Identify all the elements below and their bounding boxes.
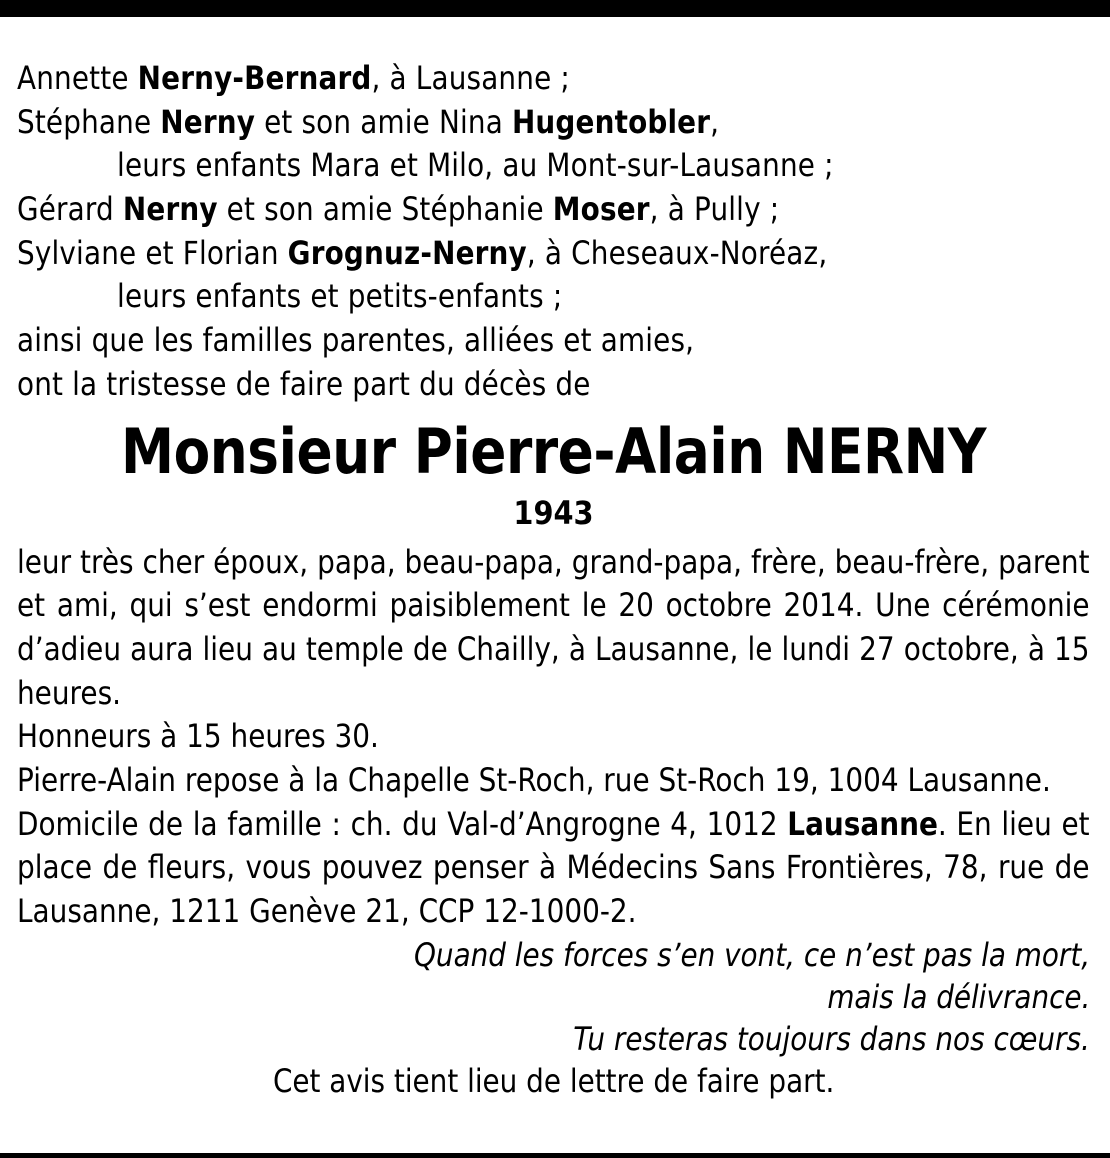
announcer-line-annette: Annette Nerny-Bernard, à Lausanne ; — [17, 59, 570, 97]
surname-bold: Nerny — [160, 102, 256, 141]
quote-line-1: Quand les forces s’en vont, ce n’est pas la mort, — [413, 935, 1090, 974]
body-paragraph-honneurs: Honneurs à 15 heures 30. — [17, 717, 379, 756]
announcer-line-children-2: leurs enfants et petits-enfants ; — [117, 277, 563, 316]
body-paragraph-chapelle: Pierre-Alain repose à la Chapelle St-Roch, rue St-Roch 19, 1004 Lausanne. — [17, 761, 1051, 800]
announcer-line-intro: ont la tristesse de faire part du décès de — [17, 364, 591, 403]
surname-bold: Moser — [552, 190, 650, 229]
surname-bold: Nerny — [122, 190, 218, 229]
body-paragraph-ceremony: leur très cher époux, papa, beau-papa, grand-papa, frère, beau-frère, parent et ami, qui s’est endormi paisiblement le 20 octobre 2014. Une cérémonie d’adieu aura lieu au temple de Chailly, à Lausanne, le lundi 27 octobre, à 15 heures. — [17, 542, 1090, 712]
closing-note: Cet avis tient lieu de lettre de faire part. — [272, 1061, 835, 1100]
bottom-border-rule — [0, 1153, 1110, 1158]
announcer-line-families: ainsi que les familles parentes, alliées et amies, — [17, 321, 695, 360]
deceased-name: Monsieur Pierre-Alain NERNY — [120, 414, 987, 488]
surname-bold: Hugentobler — [511, 102, 711, 141]
birth-year: 1943 — [513, 493, 594, 532]
announcer-line-stephane: Stéphane Nerny et son amie Nina Hugentobler, — [17, 102, 720, 141]
quote-line-3: Tu resteras toujours dans nos cœurs. — [573, 1019, 1090, 1058]
announcer-line-children-1: leurs enfants Mara et Milo, au Mont-sur-Lausanne ; — [117, 146, 834, 185]
quote-line-2: mais la délivrance. — [826, 977, 1090, 1016]
body-paragraph-domicile: Domicile de la famille : ch. du Val-d’Angrogne 4, 1012 Lausanne. En lieu et place de fleurs, vous pouvez penser à Médecins Sans Frontières, 78, rue de Lausanne, 1211 Genève 21, CCP 12-1000-2. — [17, 804, 1090, 931]
body-text — [17, 541, 1090, 934]
surname-bold: Grognuz-Nerny — [287, 233, 527, 272]
obituary-notice — [17, 57, 1090, 1102]
surname-bold: Nerny-Bernard — [137, 59, 372, 97]
top-border-rule — [0, 0, 1110, 17]
announcer-line-sylviane: Sylviane et Florian Grognuz-Nerny, à Cheseaux-Noréaz, — [17, 233, 828, 272]
city-bold: Lausanne — [787, 804, 938, 843]
announcer-line-gerard: Gérard Nerny et son amie Stéphanie Moser, à Pully ; — [17, 190, 780, 229]
